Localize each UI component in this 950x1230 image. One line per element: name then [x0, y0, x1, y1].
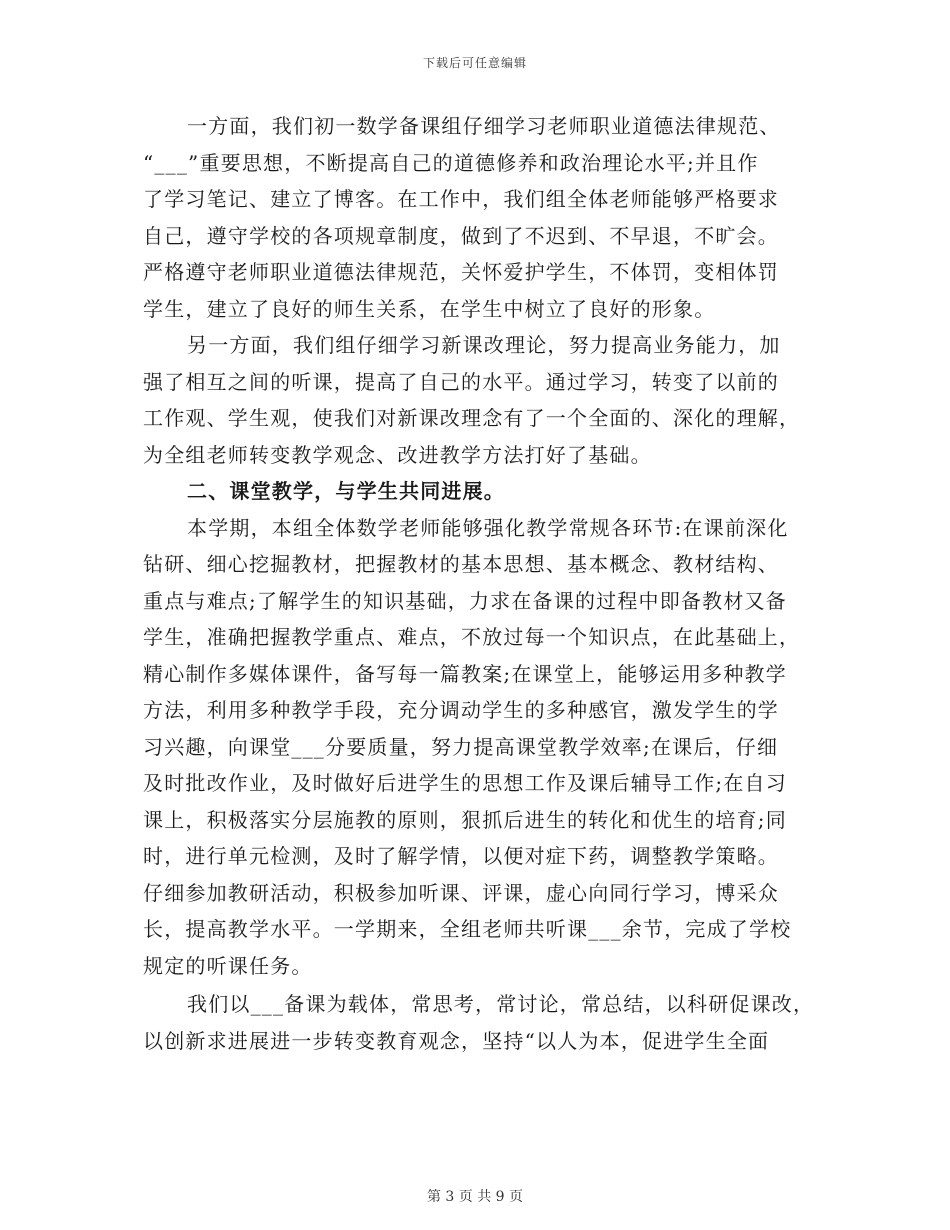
paragraph-line: 时，进行单元检测，及时了解学情，以便对症下药，调整教学策略。 — [143, 844, 779, 868]
paragraph-line: 以创新求进展进一步转变教育观念，坚持“以人为本，促进学生全面 — [143, 1028, 770, 1053]
paragraph-line: 了学习笔记、建立了博客。在工作中，我们组全体老师能够严格要求 — [143, 187, 779, 211]
paragraph-line: 我们以___备课为载体，常思考，常讨论，常总结，以科研促课改， — [187, 992, 815, 1016]
paragraph-line: “___”重要思想，不断提高自己的道德修养和政治理论水平;并且作 — [143, 150, 759, 175]
paragraph-line: 规定的听课任务。 — [143, 953, 313, 978]
paragraph-line: 本学期，本组全体数学老师能够强化教学常规各环节:在课前深化 — [187, 515, 789, 540]
paragraph-line: 精心制作多媒体课件，备写每一篇教案;在课堂上，能够运用多种教学 — [143, 661, 787, 686]
paragraph-line: 一方面，我们初一数学备课组仔细学习老师职业道德法律规范、 — [187, 114, 781, 138]
paragraph-line: 及时批改作业，及时做好后进学生的思想工作及课后辅导工作;在自习 — [143, 771, 787, 795]
paragraph-line: 长，提高教学水平。一学期来，全组老师共听课___余节，完成了学校 — [143, 917, 792, 941]
paragraph-line: 方法，利用多种教学手段，充分调动学生的多种感官，激发学生的学 — [143, 698, 779, 722]
paragraph-line: 工作观、学生观，使我们对新课改理念有了一个全面的、深化的理解， — [143, 406, 801, 430]
paragraph-line: 另一方面，我们组仔细学习新课改理论，努力提高业务能力，加 — [187, 333, 781, 357]
page-number: 第 3 页 共 9 页 — [426, 1189, 524, 1205]
paragraph-line: 学生，准确把握教学重点、难点，不放过每一个知识点，在此基础上， — [143, 625, 801, 649]
paragraph-line: 课上，积极落实分层施教的原则，狠抓后进生的转化和优生的培育;同 — [143, 807, 787, 832]
paragraph-line: 强了相互之间的听课，提高了自己的水平。通过学习，转变了以前的 — [143, 369, 779, 394]
paragraph-line: 仔细参加教研活动，积极参加听课、评课，虚心向同行学习，博采众 — [143, 880, 779, 905]
paragraph-line: 学生，建立了良好的师生关系，在学生中树立了良好的形象。 — [143, 296, 716, 321]
paragraph-line: 为全组老师转变教学观念、改进教学方法打好了基础。 — [143, 442, 652, 467]
paragraph-line: 自己，遵守学校的各项规章制度，做到了不迟到、不早退，不旷会。 — [143, 223, 779, 248]
paragraph-line: 严格遵守老师职业道德法律规范，关怀爱护学生，不体罚，变相体罚 — [143, 260, 779, 284]
paragraph-line: 习兴趣，向课堂___分要质量，努力提高课堂教学效率;在课后，仔细 — [143, 734, 779, 759]
page-header: 下载后可任意编辑 — [422, 56, 527, 70]
paragraph-line: 钻研、细心挖掘教材，把握教材的基本思想、基本概念、教材结构、 — [143, 552, 779, 576]
section-heading: 二、课堂教学，与学生共同进展。 — [187, 479, 505, 503]
document-body — [143, 108, 823, 1059]
paragraph-line: 重点与难点;了解学生的知识基础，力求在备课的过程中即备教材又备 — [143, 588, 787, 613]
